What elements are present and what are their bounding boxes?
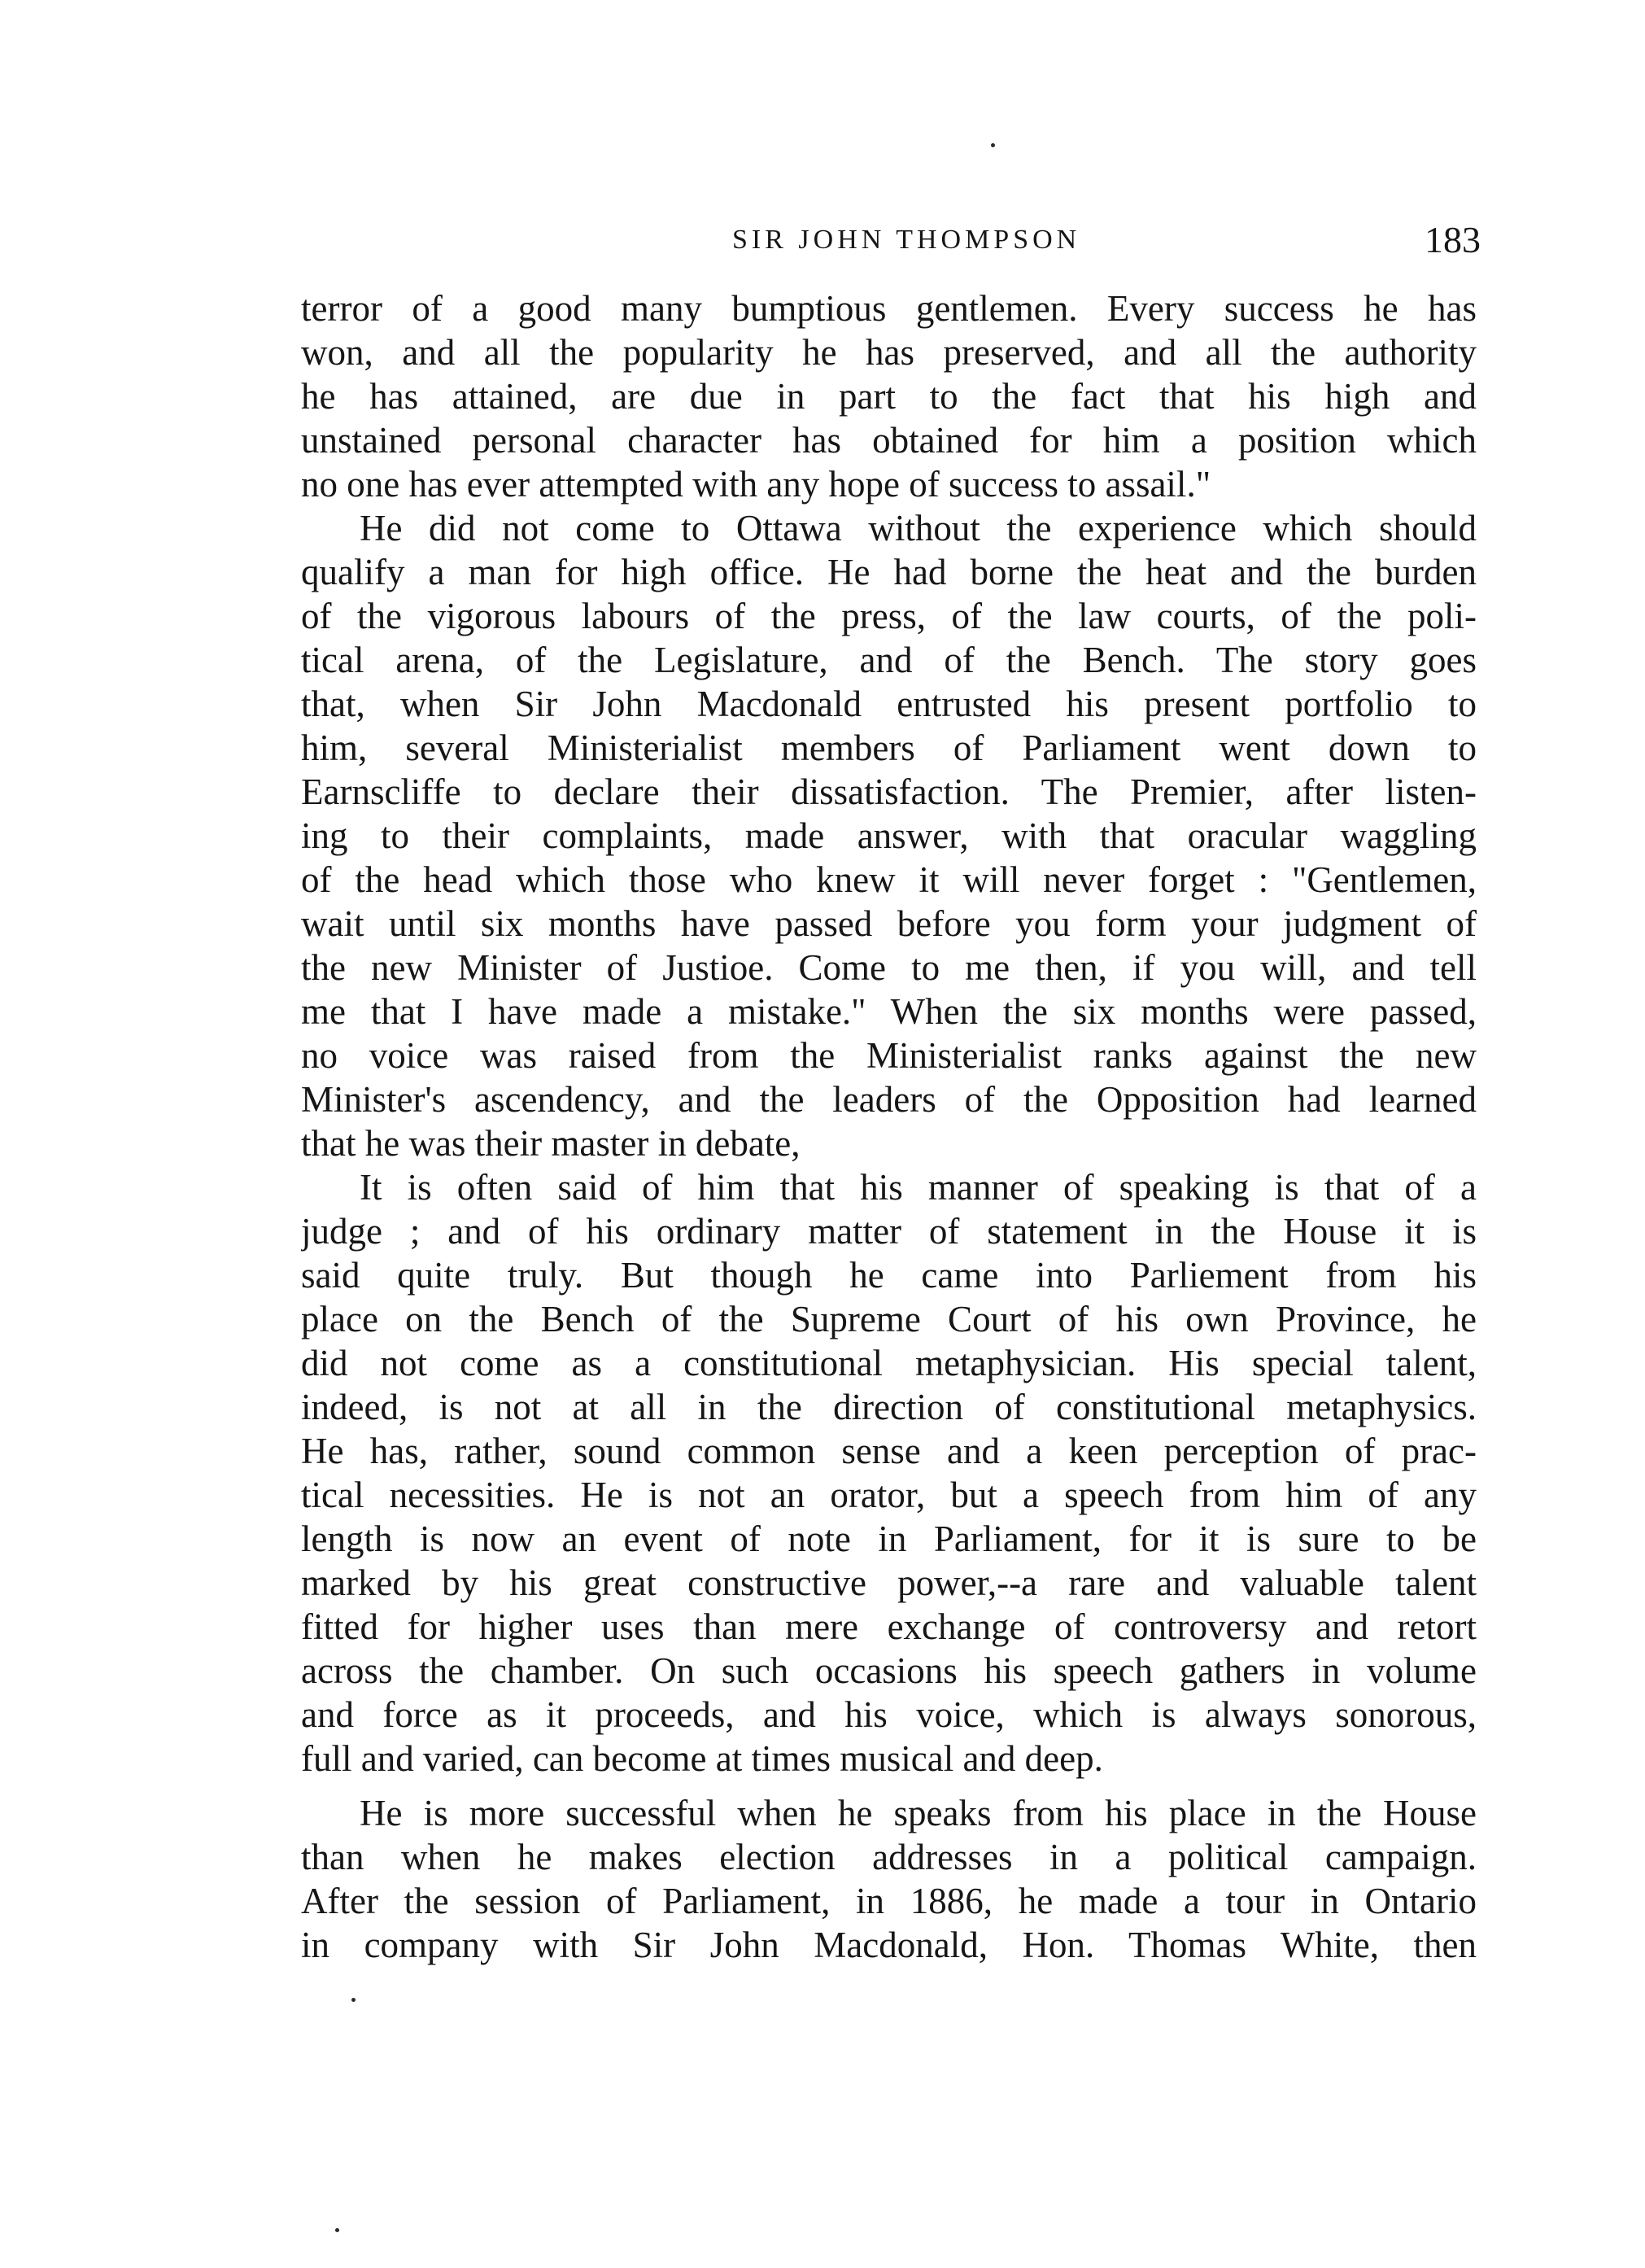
text-line: ing to their complaints, made answer, with that oracular waggling [301, 815, 1477, 856]
text-line: indeed, is not at all in the direction of constitutional metaphysics. [301, 1387, 1477, 1427]
text-line: did not come as a constitutional metaphysician. His special talent, [301, 1343, 1477, 1383]
text-line: It is often said of him that his manner of speaking is that of a [360, 1167, 1477, 1208]
ink-speck-bottom-1 [351, 1998, 356, 2002]
text-line: full and varied, can become at times musical and deep. [301, 1738, 1103, 1779]
text-line: me that I have made a mistake." When the six months were passed, [301, 991, 1477, 1032]
text-line: judge ; and of his ordinary matter of statement in the House it is [301, 1211, 1477, 1252]
text-line: across the chamber. On such occasions his speech gathers in volume [301, 1650, 1477, 1691]
text-line: Earnscliffe to declare their dissatisfaction. The Premier, after listen- [301, 771, 1477, 812]
page-number: 183 [1425, 219, 1481, 260]
ink-speck-bottom-2 [335, 2228, 339, 2232]
text-line: of the head which those who knew it will never forget : "Gentlemen, [301, 859, 1477, 900]
text-line: than when he makes election addresses in a political campaign. [301, 1837, 1477, 1877]
text-line: tical necessities. He is not an orator, but a speech from him of any [301, 1475, 1477, 1515]
text-line: length is now an event of note in Parliament, for it is sure to be [301, 1519, 1477, 1559]
text-line: wait until six months have passed before you form your judgment of [301, 903, 1477, 944]
text-line: him, several Ministerialist members of Parliament went down to [301, 728, 1477, 768]
body-text [301, 286, 1477, 1967]
text-line: no one has ever attempted with any hope of success to assail." [301, 464, 1211, 505]
text-line: no voice was raised from the Ministerialist ranks against the new [301, 1035, 1477, 1076]
text-line: After the session of Parliament, in 1886, he made a tour in Ontario [301, 1881, 1477, 1921]
text-line: He is more successful when he speaks from his place in the House [360, 1793, 1477, 1833]
text-line: won, and all the popularity he has preserved, and all the authority [301, 332, 1477, 373]
text-line: marked by his great constructive power,--a rare and valuable talent [301, 1562, 1477, 1603]
text-line: that, when Sir John Macdonald entrusted his present portfolio to [301, 684, 1477, 724]
ink-speck-top [991, 143, 995, 147]
text-line: He did not come to Ottawa without the experience which should [360, 508, 1477, 548]
text-line: he has attained, are due in part to the fact that his high and [301, 376, 1477, 417]
text-line: tical arena, of the Legislature, and of the Bench. The story goes [301, 640, 1477, 680]
text-line: the new Minister of Justioe. Come to me then, if you will, and tell [301, 947, 1477, 988]
text-line: in company with Sir John Macdonald, Hon. Thomas White, then [301, 1925, 1477, 1965]
running-title: SIR JOHN THOMPSON [732, 225, 1081, 255]
text-line: fitted for higher uses than mere exchange of controversy and retort [301, 1606, 1477, 1647]
text-line: He has, rather, sound common sense and a keen perception of prac- [301, 1431, 1477, 1471]
text-line: qualify a man for high office. He had borne the heat and the burden [301, 552, 1477, 592]
text-line: Minister's ascendency, and the leaders of the Opposition had learned [301, 1079, 1477, 1120]
running-head [301, 218, 1481, 267]
text-line: and force as it proceeds, and his voice, which is always sonorous, [301, 1694, 1477, 1735]
paragraph-gap [301, 1781, 1477, 1791]
text-line: of the vigorous labours of the press, of the law courts, of the poli- [301, 596, 1477, 636]
text-line: terror of a good many bumptious gentlemen. Every success he has [301, 288, 1477, 329]
text-line: unstained personal character has obtained for him a position which [301, 420, 1477, 461]
text-line: that he was their master in debate, [301, 1123, 801, 1164]
text-line: place on the Bench of the Supreme Court of his own Province, he [301, 1299, 1477, 1339]
text-line: said quite truly. But though he came into Parliement from his [301, 1255, 1477, 1296]
